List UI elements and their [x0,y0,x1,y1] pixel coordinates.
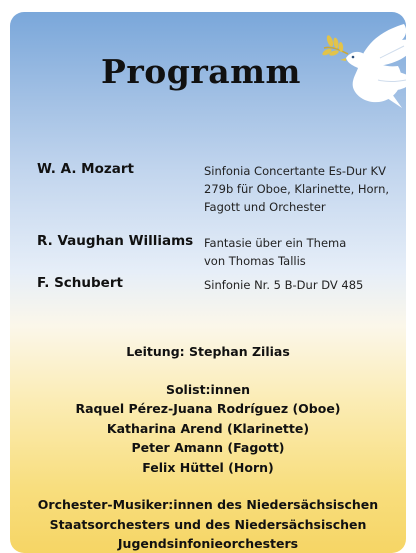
composer-name: F. Schubert [37,275,123,291]
composer-name: W. A. Mozart [37,161,134,177]
composer-name: R. Vaughan Williams [37,233,194,249]
work-title: Sinfonie Nr. 5 B-Dur DV 485 [204,278,364,292]
soloist-name: Katharina Arend (Klarinette) [106,420,310,436]
work-title: Sinfonia Concertante Es-Dur KV 279b für Oboe, Klarinette, Horn, Fagott und Orchester [204,164,390,214]
work-title: Fantasie über ein Thema von Thomas Tallis [204,236,347,268]
page-title: Programm [101,52,301,91]
credits-section [10,342,406,553]
soloists-heading: Solist:innen [165,381,251,397]
soloist-name: Raquel Pérez-Juana Rodríguez (Oboe) [75,401,341,416]
soloist-name: Felix Hüttel (Horn) [142,459,274,475]
soloist-name: Peter Amann (Fagott) [131,440,285,455]
peace-dove-icon [318,18,406,110]
orchestra-credit: Orchester-Musiker:innen des Niedersächsischen Staatsorchesters und des Niedersächsischen Jugendsinfonieorchesters [37,497,379,551]
conductor-line: Leitung: Stephan Zilias [126,344,290,359]
